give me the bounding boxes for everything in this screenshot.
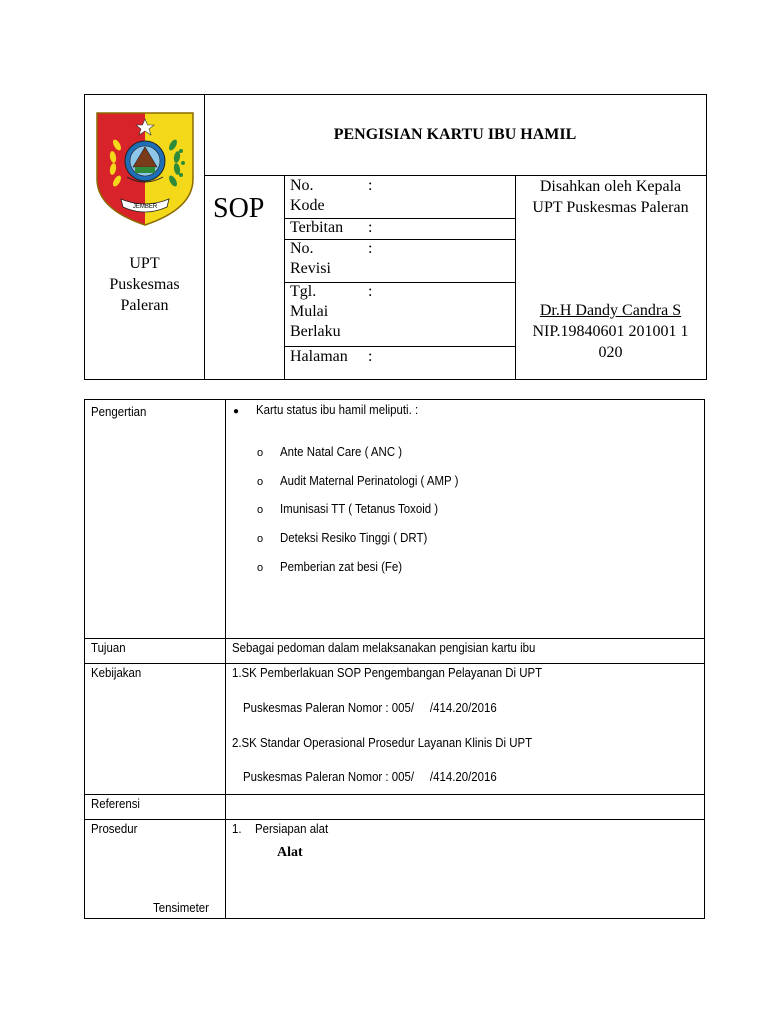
row-kebijakan [85, 663, 704, 795]
meta-row-tanggal [284, 282, 515, 347]
meta-row-halaman [284, 346, 515, 379]
signer-nip-cont: 020 [598, 344, 623, 361]
step-text: Persiapan alat [255, 821, 329, 836]
row-label: Kebijakan [91, 665, 142, 680]
row-label: Pengertian [91, 404, 147, 419]
row-content-cell [226, 794, 704, 819]
logo-cell [85, 95, 205, 379]
row-label: Referensi [91, 796, 140, 811]
logo-banner-text: JEMBER [132, 204, 158, 210]
bullet-disc-icon: ● [233, 406, 240, 417]
document-meta [284, 175, 516, 379]
tujuan-text: Sebagai pedoman dalam melaksanakan pengisian kartu ibu [232, 640, 536, 655]
row-label-cell [85, 400, 226, 638]
bullet-circle-icon: o [257, 562, 264, 574]
tensimeter-label: Tensimeter [153, 900, 209, 915]
pengertian-item: Pemberian zat besi (Fe) [280, 559, 403, 574]
row-label-cell [85, 794, 226, 819]
unit-name-line: UPT [129, 255, 160, 272]
unit-name-line: Puskesmas [109, 276, 180, 293]
meta-row-kode [284, 175, 515, 219]
approval-heading: Disahkan oleh Kepala UPT Puskesmas Paleran [532, 178, 689, 216]
row-pengertian [85, 400, 704, 639]
row-label: Tujuan [91, 640, 126, 655]
step-number: 1. [232, 821, 242, 836]
jember-regency-logo [93, 109, 197, 229]
signer-nip: NIP.19840601 201001 1 [532, 323, 689, 340]
row-label-cell [85, 638, 226, 663]
meta-colon: : [368, 219, 373, 236]
meta-label: No. Revisi [290, 240, 331, 277]
row-label-cell [85, 819, 226, 918]
meta-colon: : [368, 348, 373, 365]
meta-colon: : [368, 240, 373, 257]
meta-label: Terbitan [290, 219, 344, 236]
row-content-cell [226, 663, 704, 794]
row-content-cell [226, 638, 704, 663]
unit-name-line: Paleran [120, 297, 169, 314]
approval-signature [515, 300, 706, 363]
row-tujuan [85, 638, 704, 664]
unit-name [85, 253, 204, 316]
meta-colon: : [368, 283, 373, 300]
meta-label: Halaman [290, 348, 348, 365]
meta-label: Tgl. Mulai Berlaku [290, 283, 341, 340]
row-referensi [85, 794, 704, 820]
approval-block [515, 175, 706, 379]
meta-colon: : [368, 177, 373, 194]
row-prosedur [85, 819, 704, 918]
bullet-circle-icon: o [257, 533, 264, 545]
meta-row-terbitan [284, 218, 515, 240]
meta-label: No. Kode [290, 177, 325, 214]
meta-row-revisi [284, 239, 515, 283]
pengertian-item: Imunisasi TT ( Tetanus Toxoid ) [280, 501, 439, 516]
sop-header-table [84, 94, 707, 380]
bullet-circle-icon: o [257, 504, 264, 516]
row-label: Prosedur [91, 821, 138, 836]
kebijakan-line: Puskesmas Paleran Nomor : 005/ /414.20/2016 [243, 700, 497, 715]
bullet-circle-icon: o [257, 447, 264, 459]
kebijakan-line: 1.SK Pemberlakuan SOP Pengembangan Pelayanan Di UPT [232, 665, 543, 680]
sop-label-cell [204, 175, 285, 379]
pengertian-item: Audit Maternal Perinatologi ( AMP ) [280, 473, 459, 488]
kebijakan-line: 2.SK Standar Operasional Prosedur Layanan Klinis Di UPT [232, 735, 533, 750]
sop-label: SOP [213, 193, 265, 224]
document-title: PENGISIAN KARTU IBU HAMIL [204, 95, 706, 176]
row-content-cell [226, 819, 704, 918]
bullet-circle-icon: o [257, 476, 264, 488]
row-label-cell [85, 663, 226, 794]
sop-body-table [84, 399, 705, 919]
pengertian-item: Deteksi Resiko Tinggi ( DRT) [280, 530, 428, 545]
signer-name: Dr.H Dandy Candra S [539, 302, 682, 319]
pengertian-item: Ante Natal Care ( ANC ) [280, 444, 403, 459]
kebijakan-line: Puskesmas Paleran Nomor : 005/ /414.20/2016 [243, 769, 497, 784]
row-content-cell [226, 400, 704, 638]
pengertian-intro: Kartu status ibu hamil meliputi. : [256, 402, 419, 417]
alat-heading: Alat [277, 845, 303, 860]
